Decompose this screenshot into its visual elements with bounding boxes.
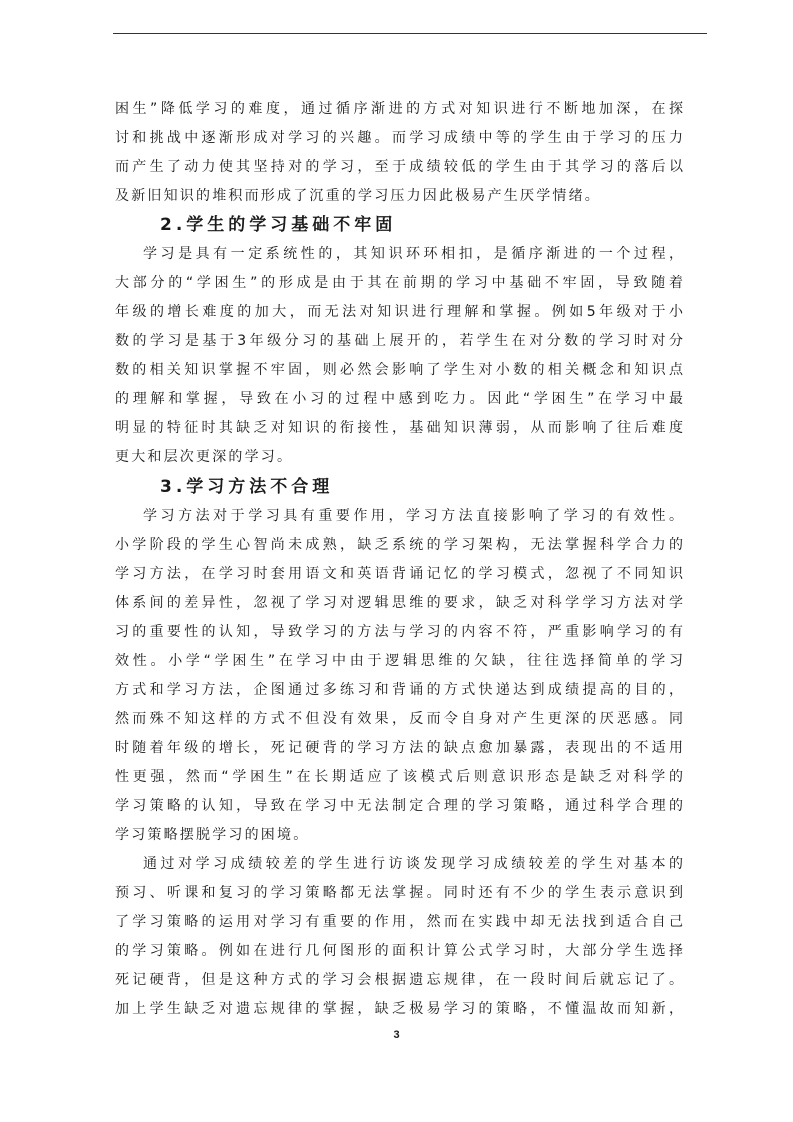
text-line: 及新旧知识的堆积而形成了沉重的学习压力因此极易产生厌学情绪。 <box>115 188 601 204</box>
text-line: 学习策略摆脱学习的困境。 <box>115 827 310 843</box>
text-line: 数的学习是基于3年级分习的基础上展开的，若学生在对分数的学习时对分 <box>115 333 683 349</box>
text-line: 加上学生缺乏对遗忘规律的掌握，缺乏极易学习的策略，不懂温故而知新， <box>115 1001 683 1017</box>
text-line: 体系间的差异性，忽视了学习对逻辑思维的要求，缺乏对科学学习方法对学 <box>115 595 683 611</box>
text-line: 学习方法，在学习时套用语文和英语背诵记忆的学习模式，忽视了不同知识 <box>115 566 683 582</box>
text-line: 讨和挑战中逐渐形成对学习的兴趣。而学习成绩中等的学生由于学习的压力 <box>115 130 683 146</box>
text-line: 预习、听课和复习的学习策略都无法掌握。同时还有不少的学生表示意识到 <box>115 885 683 901</box>
text-line: 然而殊不知这样的方式不但没有效果，反而令自身对产生更深的厌恶感。同 <box>115 711 683 727</box>
text-line: 数的相关知识掌握不牢固，则必然会影响了学生对小数的相关概念和知识点 <box>115 362 683 378</box>
text-line: 方式和学习方法，企图通过多练习和背诵的方式快递达到成绩提高的目的， <box>115 682 683 698</box>
text-line: 性更强，然而“学困生”在长期适应了该模式后则意识形态是缺乏对科学的 <box>115 769 683 785</box>
text-line: 大部分的“学困生”的形成是由于其在前期的学习中基础不牢固，导致随着 <box>115 275 683 291</box>
text-line: 小学阶段的学生心智尚未成熟，缺乏系统的学习架构，无法掌握科学合力的 <box>115 537 683 553</box>
page-number: 3 <box>393 1029 400 1041</box>
text-line: 学习是具有一定系统性的，其知识环环相扣，是循序渐进的一个过程， <box>143 246 683 262</box>
text-line: 困生”降低学习的难度，通过循序渐进的方式对知识进行不断地加深，在探 <box>115 101 683 117</box>
header-rule <box>113 33 707 34</box>
text-line: 的学习策略。例如在进行几何图形的面积计算公式学习时，大部分学生选择 <box>115 943 683 959</box>
text-line: 习的重要性的认知，导致学习的方法与学习的内容不符，严重影响学习的有 <box>115 624 683 640</box>
text-line: 年级的增长难度的加大，而无法对知识进行理解和掌握。例如5年级对于小 <box>115 304 683 320</box>
text-line: 的理解和掌握，导致在小习的过程中感到吃力。因此“学困生”在学习中最 <box>115 391 683 407</box>
text-line: 明显的特征时其缺乏对知识的衔接性，基础知识薄弱，从而影响了往后难度 <box>115 420 683 436</box>
text-line: 通过对学习成绩较差的学生进行访谈发现学习成绩较差的学生对基本的 <box>143 856 683 872</box>
text-line: 而产生了动力使其坚持对的学习，至于成绩较低的学生由于其学习的落后以 <box>115 159 683 175</box>
section-heading: 2.学生的学习基础不牢固 <box>160 215 397 235</box>
text-line: 学习策略的认知，导致在学习中无法制定合理的学习策略，通过科学合理的 <box>115 798 683 814</box>
text-line: 死记硬背，但是这种方式的学习会根据遗忘规律，在一段时间后就忘记了。 <box>115 972 683 988</box>
text-line: 更大和层次更深的学习。 <box>115 449 294 465</box>
text-line: 了学习策略的运用对学习有重要的作用，然而在实践中却无法找到适合自己 <box>115 914 683 930</box>
text-line: 时随着年级的增长，死记硬背的学习方法的缺点愈加暴露，表现出的不适用 <box>115 740 683 756</box>
text-line: 效性。小学“学困生”在学习中由于逻辑思维的欠缺，往往选择简单的学习 <box>115 653 683 669</box>
section-heading: 3.学习方法不合理 <box>160 477 334 497</box>
text-line: 学习方法对于学习具有重要作用，学习方法直接影响了学习的有效性。 <box>143 508 683 524</box>
